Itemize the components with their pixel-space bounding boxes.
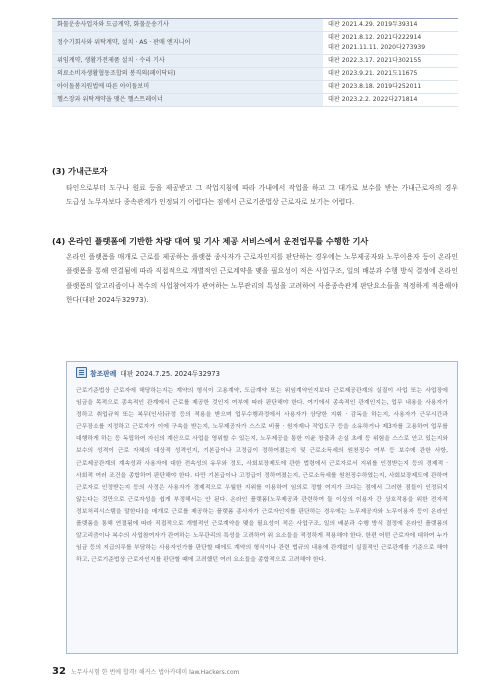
case-citation-cell <box>323 81 458 94</box>
precedent-table <box>52 18 458 107</box>
page-number: 32 <box>52 666 66 677</box>
reference-tag: 참조판례 <box>90 369 117 378</box>
worker-type-cell: 화물운송사업자와 도급계약, 화물운송기사 <box>52 19 323 32</box>
table-row <box>52 68 458 81</box>
section-3-body: 타인으로부터 도구나 원료 등을 제공받고 그 작업지침에 따라 가내에서 작업을 하고 그 대가로 보수를 받는 가내근로자의 경우 도급성 노무자보다 종속관계가 인정되기 어렵다는 점에서 근로기준법상 근로자로 보기는 어렵다. <box>66 184 458 207</box>
worker-type-cell: 아이돌봄지원법에 따른 아이돌보미 <box>52 81 323 94</box>
case-citation: 대판 2021.4.29. 2019두39314 <box>328 21 418 28</box>
worker-type-cell: 의료소비자생활협동조합의 봉직의(페이닥터) <box>52 68 323 81</box>
table-row <box>52 32 458 55</box>
section-4-body: 온라인 플랫폼을 매개로 근로를 제공하는 플랫폼 종사자가 근로자인지를 판단하는 경우에는 노무제공자와 노무이용자 등이 온라인 플랫폼을 통해 연결됨에 따라 직접적으로 개별적인 근로계약을 맺을 필요성이 적은 사업구조, 일의 배분과 수행 방식 결정에 온라인 플랫폼의 알고리즘이나 복수의 사업참여자가 관여하는 노무관리의 특성을 고려하여 사용종속관계 판단요소들을 적정하게 적용해야 한다(대판 2024두32973). <box>66 253 458 304</box>
section-4-title: (4) 온라인 플랫폼에 기반한 차량 대여 및 기사 제공 서비스에서 운전업무를 수행한 기사 <box>52 236 369 246</box>
reference-body: 근로기준법상 근로자에 해당하는지는 계약의 형식이 고용계약, 도급계약 또는 위임계약인지보다 근로제공관계의 실질이 사업 또는 사업장에 임금을 목적으로 종속적인 관계에서 근로를 제공한 것인지 여부에 따라 판단해야 한다. 여기에서 종속적인 관계인지는, 업무 내용을 사용자가 정하고 취업규칙 또는 복무(인사)규정 등의 적용을 받으며 업무수행과정에서 사용자가 상당한 지휘 · 감독을 하는지, 사용자가 근무시간과 근무장소를 지정하고 근로자가 이에 구속을 받는지, 노무제공자가 스스로 비품 · 원자재나 작업도구 등을 소유하거나 제3자를 고용하여 업무를 대행하게 하는 등 독립하여 자신의 계산으로 사업을 영위할 수 있는지, 노무제공을 통한 이윤 창출과 손실 초래 등 위험을 스스로 안고 있는지와 보수의 성격이 근로 자체의 대상적 성격인지, 기본급이나 고정급이 정하여졌는지 및 근로소득세의 원천징수 여부 등 보수에 관한 사항, 근로제공관계의 계속성과 사용자에 대한 전속성의 유무와 정도, 사회보장제도에 관한 법령에서 근로자로서 지위를 인정받는지 등의 경제적 · 사회적 여러 조건을 종합하여 판단해야 한다. 다만 기본급이나 고정급이 정하여졌는지, 근로소득세를 원천징수하였는지, 사회보장제도에 관하여 근로자로 인정받는지 등의 사정은 사용자가 경제적으로 우월한 지위를 이용하여 임의로 정할 여지가 크다는 점에서 그러한 점들이 인정되지 않는다는 것만으로 근로자성을 쉽게 부정해서는 안 된다. 온라인 플랫폼(노무제공과 관련하여 둘 이상의 이용자 간 상호작용을 위한 전자적 정보처리시스템을 말한다)을 매개로 근로를 제공하는 플랫폼 종사자가 근로자인지를 판단하는 경우에는 노무제공자와 노무이용자 등이 온라인 플랫폼을 통해 연결됨에 따라 직접적으로 개별적인 근로계약을 맺을 필요성이 적은 사업구조, 일의 배분과 수행 방식 결정에 온라인 플랫폼의 알고리즘이나 복수의 사업참여자가 관여하는 노무관리의 특성을 고려하여 위 요소들을 적정하게 적용해야 한다. 한편 어떤 근로자에 대하여 누가 임금 등의 지급의무를 부담하는 사용자인가를 판단할 때에도 계약의 형식이나 관련 법규의 내용에 관계없이 실질적인 근로관계를 기준으로 해야 하고, 근로기준법상 근로자인지를 판단할 때에 고려했던 여러 요소들을 종합적으로 고려해야 한다. <box>76 388 448 564</box>
case-citation: 대판 2023.2.2. 2022다271814 <box>328 96 418 103</box>
document-icon <box>76 367 87 378</box>
case-citation-cell <box>323 19 458 32</box>
table-row <box>52 55 458 68</box>
reference-header <box>76 367 220 378</box>
table-row <box>52 94 458 107</box>
section-3-title: (3) 가내근로자 <box>52 166 108 176</box>
case-citation: 대판 2023.9.21. 2021도11675 <box>328 70 418 77</box>
worker-type-cell: 헬스장과 위탁계약을 맺은 헬스트레이너 <box>52 94 323 107</box>
case-citation-cell <box>323 32 458 55</box>
case-citation: 대판 2022.3.17. 2021다302155 <box>328 57 422 64</box>
case-citation: 대판 2021.11.11. 2020다273939 <box>328 44 426 51</box>
reference-case-number: 대판 2024.7.25. 2024두32973 <box>120 369 220 378</box>
reference-case-box <box>66 361 458 654</box>
table-row <box>52 81 458 94</box>
worker-type-cell: 정수기회사와 위탁계약, 설치 · AS · 판매 엔지니어 <box>52 32 323 55</box>
page-footer <box>52 666 239 677</box>
case-citation-cell <box>323 55 458 68</box>
case-citation: 대판 2023.8.18. 2019다252011 <box>328 83 422 90</box>
case-citation: 대판 2021.8.12. 2021다222914 <box>328 34 422 41</box>
case-citation-cell <box>323 94 458 107</box>
table-row <box>52 19 458 32</box>
footer-text: 노무사시험 한 번에 합격! 해커스 법아카데미 law.Hackers.com <box>70 669 240 676</box>
worker-type-cell: 위임계약, 생활가전제품 설치 · 수리 기사 <box>52 55 323 68</box>
case-citation-cell <box>323 68 458 81</box>
